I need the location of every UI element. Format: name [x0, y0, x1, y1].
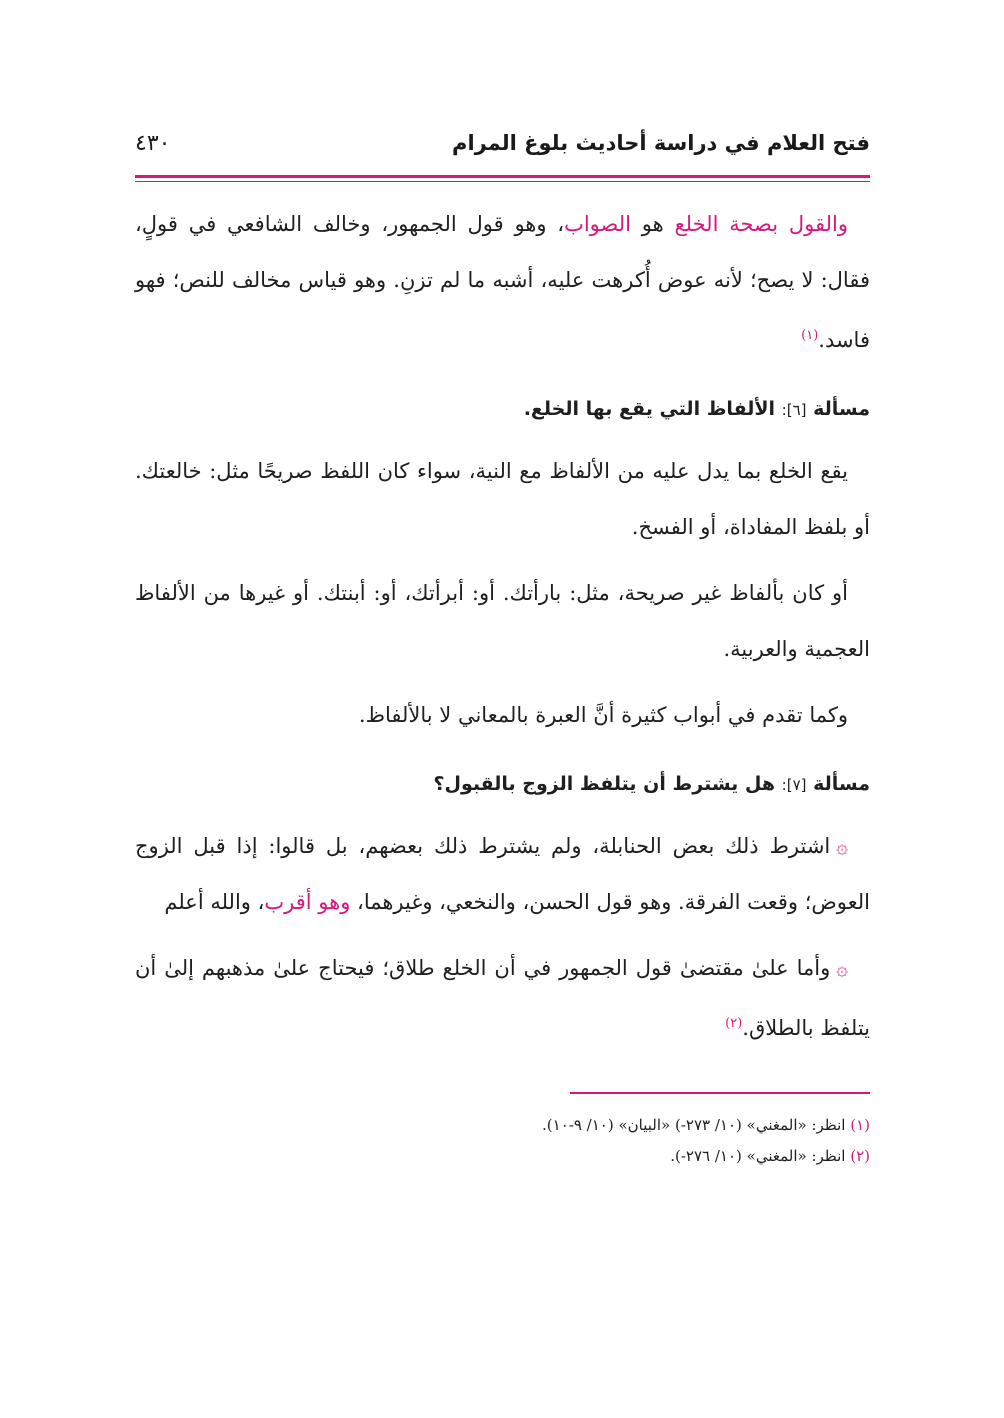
- footnotes: [135, 1110, 870, 1172]
- spacer: [135, 930, 870, 940]
- footnote-text: انظر: «المغني» (١٠/ ٢٧٦-).: [670, 1147, 846, 1165]
- rosette-icon: ۞: [836, 834, 848, 858]
- header-rule-thick: [135, 175, 870, 178]
- footnote-text: انظر: «المغني» (١٠/ ٢٧٣-) «البيان» (١٠/ ٩-١٠).: [542, 1116, 846, 1134]
- text-run: اشترط ذلك بعض الحنابلة، ولم يشترط ذلك بعضهم، بل قالوا: إذا قبل الزوج العوض؛ وقعت الفرقة. وهو قول الحسن، والنخعي، وغيرهما،: [135, 834, 870, 914]
- question-label: مسألة: [813, 398, 870, 420]
- footnote-number: (٢): [850, 1147, 870, 1165]
- footnote-2: [135, 1141, 870, 1172]
- paragraph-meanings: وكما تقدم في أبواب كثيرة أنَّ العبرة بالمعاني لا بالألفاظ.: [358, 703, 848, 727]
- page-header: [135, 125, 870, 173]
- highlight-text: والقول بصحة الخلع: [674, 212, 848, 236]
- page-body: [135, 196, 870, 1056]
- running-title: فتح العلام في دراسة أحاديث بلوغ المرام: [452, 131, 870, 155]
- text-run: ، وهو قول الجمهور، وخالف الشافعي في قولٍ، فقال: لا يصح؛ لأنه عوض أُكرهت عليه، أشبه ما لم تزنِ. وهو قياس مخالف للنص؛ فهو فاسد.: [135, 212, 870, 352]
- question-number: [٧]:: [781, 776, 807, 794]
- question-number: [٦]:: [781, 401, 807, 419]
- page-number: ٤٣٠: [135, 131, 171, 156]
- question-title: هل يشترط أن يتلفظ الزوج بالقبول؟: [433, 773, 782, 795]
- question-6-heading: [135, 390, 870, 429]
- paragraph-khul-validity: [135, 196, 870, 368]
- footnote-ref-1[interactable]: (١): [801, 328, 819, 343]
- rosette-icon: ۞: [836, 956, 848, 980]
- footnote-number: (١): [850, 1116, 870, 1134]
- paragraph-hanabila: [135, 818, 870, 930]
- text-run: هو: [630, 212, 675, 236]
- footnote-ref-2[interactable]: (٢): [725, 1016, 743, 1031]
- question-title: الألفاظ التي يقع بها الخلع.: [523, 398, 782, 420]
- highlight-text: وهو أقرب: [264, 890, 351, 914]
- header-rule-thin: [135, 181, 870, 182]
- spacer: [135, 555, 870, 565]
- question-label: مسألة: [813, 773, 870, 795]
- paragraph-majority: [135, 940, 870, 1056]
- text-run: وأما علىٰ مقتضىٰ قول الجمهور في أن الخلع طلاق؛ فيحتاج علىٰ مذهبهم إلىٰ أن يتلفظ بالطلاق.: [135, 956, 870, 1040]
- text-run: ، والله أعلم: [164, 890, 265, 914]
- paragraph-implicit-words: أو كان بألفاظ غير صريحة، مثل: بارأتك. أو: أبرأتك، أو: أبنتك. أو غيرها من الألفاظ العجمية والعربية.: [135, 581, 870, 661]
- spacer: [135, 677, 870, 687]
- page: [135, 125, 870, 1172]
- paragraph-explicit-words: يقع الخلع بما يدل عليه من الألفاظ مع النية، سواء كان اللفظ صريحًا مثل: خالعتك. أو بلفظ المفاداة، أو الفسخ.: [135, 459, 870, 539]
- question-7-heading: [135, 765, 870, 804]
- footnote-separator: [570, 1092, 870, 1094]
- footnote-1: [135, 1110, 870, 1141]
- highlight-text: الصواب: [564, 212, 631, 236]
